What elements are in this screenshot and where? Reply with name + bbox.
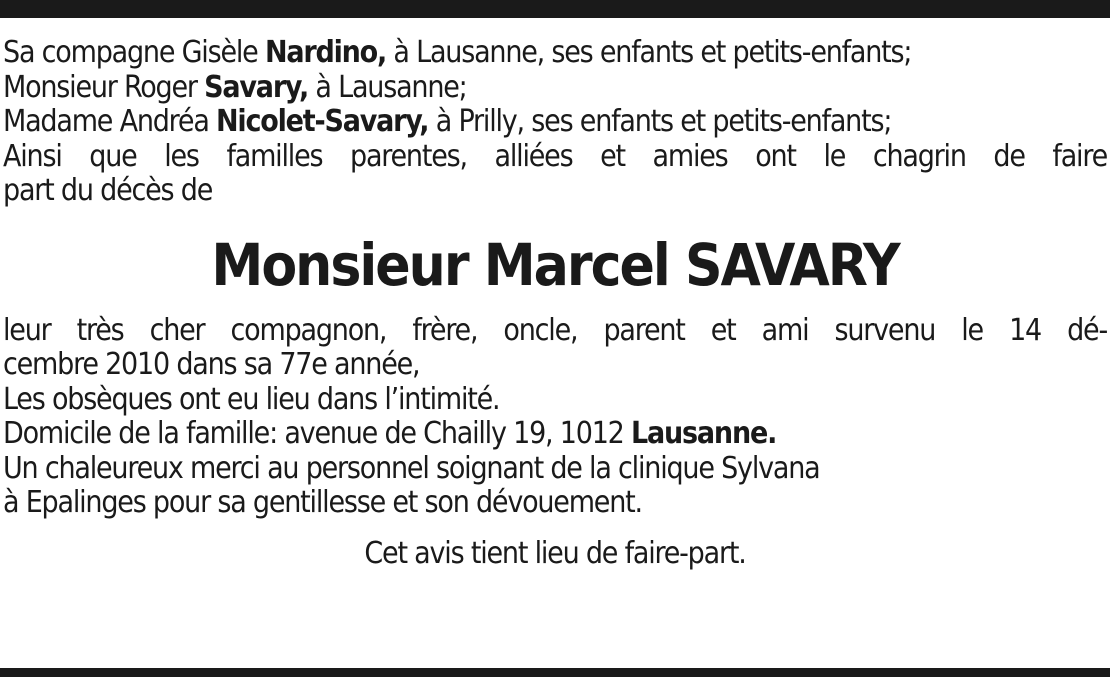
mourner-surname: Savary, bbox=[204, 69, 309, 105]
thanks-line-continued: à Epalinges pour sa gentillesse et son dévouement. bbox=[3, 485, 642, 520]
thanks-line: Un chaleureux merci au personnel soignant de la clinique Sylvana bbox=[3, 450, 820, 486]
mourner-text: Sa compagne Gisèle bbox=[3, 35, 265, 70]
mourner-surname: Nicolet-Savary, bbox=[216, 104, 429, 139]
funeral-line: Les obsèques ont eu lieu dans l’intimité. bbox=[3, 381, 500, 417]
relationship-line: leur très cher compagnon, frère, oncle, parent et ami survenu le 14 dé- bbox=[3, 312, 1107, 348]
address-city: Lausanne. bbox=[631, 416, 777, 451]
obituary-notice bbox=[3, 36, 1107, 571]
mourner-text: Madame Andréa bbox=[3, 104, 217, 139]
details-section bbox=[3, 314, 1107, 521]
mourner-surname: Nardino, bbox=[264, 35, 387, 70]
mourner-text: à Prilly, ses enfants et petits-enfants; bbox=[428, 104, 892, 139]
address-text: Domicile de la famille: avenue de Chailly 19, 1012 bbox=[3, 416, 632, 451]
family-address-line bbox=[3, 417, 1107, 452]
mourners-section bbox=[3, 36, 1107, 209]
mourner-line-partner bbox=[3, 36, 1107, 71]
mourner-text: Monsieur Roger bbox=[3, 69, 205, 105]
mourner-line-sister bbox=[3, 105, 1107, 140]
deceased-name: Monsieur Marcel SAVARY bbox=[211, 230, 899, 299]
families-line: Ainsi que les familles parentes, alliées et amies ont le chagrin de faire bbox=[3, 138, 1107, 174]
closing-note: Cet avis tient lieu de faire-part. bbox=[364, 535, 746, 571]
bottom-border bbox=[0, 668, 1110, 677]
mourner-line-brother bbox=[3, 71, 1107, 106]
announcement-line: part du décès de bbox=[3, 173, 213, 208]
top-border bbox=[0, 0, 1110, 18]
date-line: cembre 2010 dans sa 77e année, bbox=[3, 347, 420, 382]
mourner-text: à Lausanne, ses enfants et petits-enfants; bbox=[386, 35, 912, 70]
mourner-text: à Lausanne; bbox=[308, 69, 467, 105]
